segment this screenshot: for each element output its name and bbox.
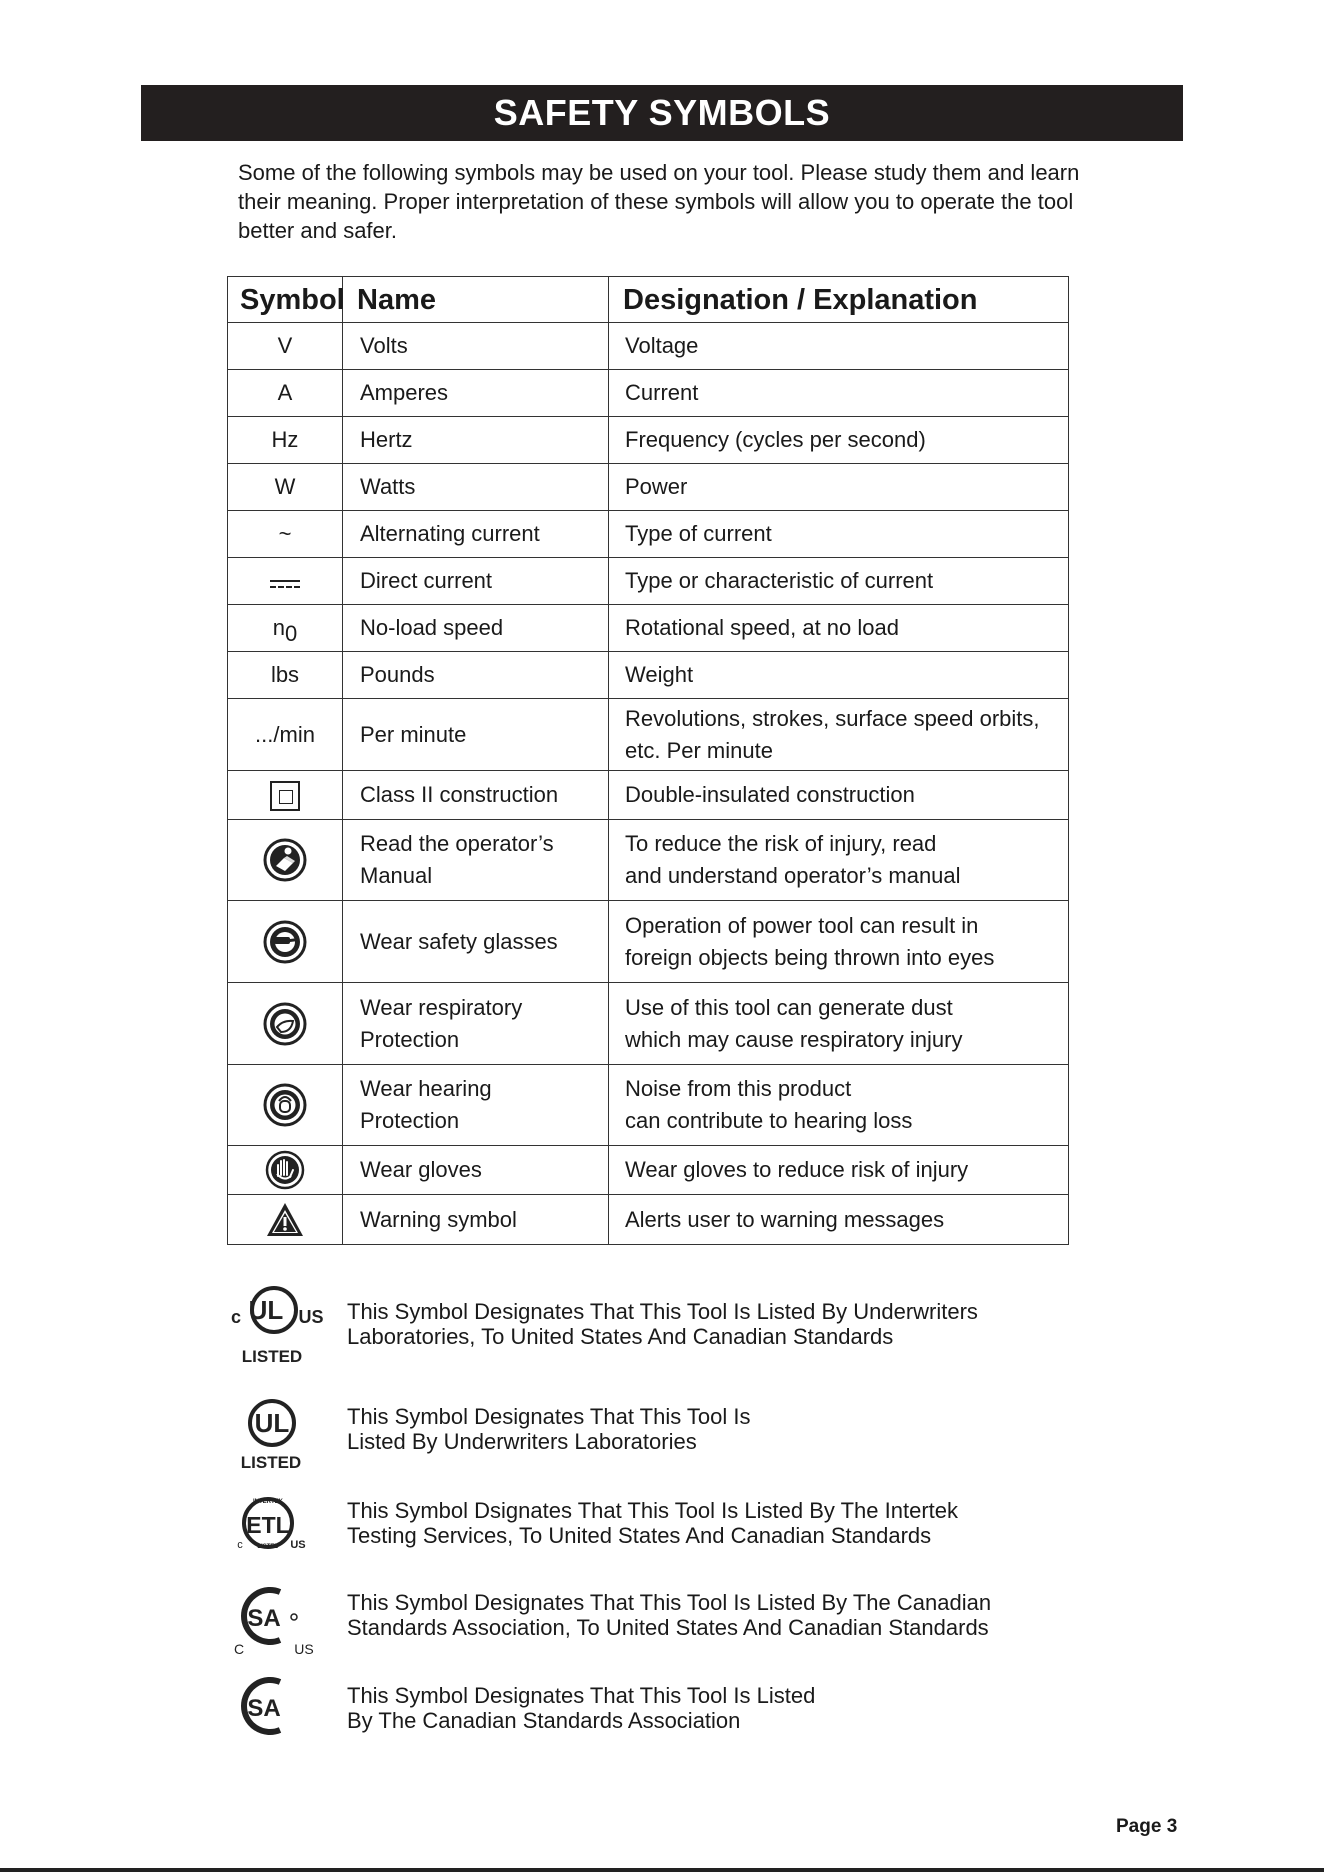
name-cell: Alternating current bbox=[343, 511, 609, 558]
name-cell: Warning symbol bbox=[343, 1195, 609, 1245]
ul-listed-logo-icon bbox=[228, 1388, 328, 1478]
certification-line: By The Canadian Standards Association bbox=[347, 1708, 741, 1733]
svg-text:LISTED: LISTED bbox=[257, 1544, 279, 1550]
explanation-line: Use of this tool can generate dust bbox=[625, 994, 953, 1020]
svg-text:UL: UL bbox=[254, 1408, 290, 1438]
page-number: Page 3 bbox=[1116, 1816, 1178, 1837]
read-manual-icon bbox=[263, 836, 307, 884]
name-cell: Wear safety glasses bbox=[343, 901, 609, 983]
warning-triangle-icon bbox=[265, 1201, 305, 1239]
symbol-cell bbox=[228, 464, 343, 511]
name-cell bbox=[343, 983, 609, 1065]
intro-paragraph bbox=[238, 158, 1098, 245]
explanation-cell: Voltage bbox=[609, 323, 1069, 370]
certification-line: Laboratories, To United States And Canadian Standards bbox=[347, 1324, 894, 1349]
explanation-cell: Weight bbox=[609, 652, 1069, 699]
explanation-line: To reduce the risk of injury, read bbox=[625, 831, 937, 856]
symbol-watts: W bbox=[274, 474, 296, 499]
symbol-pounds: lbs bbox=[270, 662, 300, 687]
cul-us-listed-logo-icon bbox=[228, 1283, 328, 1373]
certification-line: This Symbol Designates That This Tool Is Listed By Underwriters bbox=[347, 1299, 978, 1324]
explanation-line: which may cause respiratory injury bbox=[625, 1026, 963, 1052]
certification-line: Testing Services, To United States And Canadian Standards bbox=[347, 1523, 932, 1548]
explanation-line: etc. Per minute bbox=[625, 737, 773, 763]
name-cell: Direct current bbox=[343, 558, 609, 605]
symbol-cell bbox=[228, 1195, 343, 1245]
symbol-cell bbox=[228, 370, 343, 417]
name-cell: Pounds bbox=[343, 652, 609, 699]
intro-line: Some of the following symbols may be used on your tool. Please study them and learn bbox=[238, 160, 1080, 185]
explanation-cell: Alerts user to warning messages bbox=[609, 1195, 1069, 1245]
hearing-protection-icon bbox=[263, 1081, 307, 1129]
svg-text:C: C bbox=[233, 1641, 245, 1657]
name-cell: Wear gloves bbox=[343, 1146, 609, 1195]
name-line: Wear respiratory bbox=[360, 994, 523, 1020]
explanation-line: and understand operator’s manual bbox=[625, 863, 961, 888]
symbol-cell bbox=[228, 983, 343, 1065]
name-cell bbox=[343, 1065, 609, 1146]
symbol-cell bbox=[228, 1146, 343, 1195]
csa-logo-icon bbox=[228, 1677, 328, 1767]
name-cell: Watts bbox=[343, 464, 609, 511]
svg-text:ETL: ETL bbox=[246, 1512, 290, 1538]
intro-line: their meaning. Proper interpretation of these symbols will allow you to operate the tool bbox=[238, 189, 1074, 214]
symbol-volts: V bbox=[277, 333, 293, 358]
explanation-cell bbox=[609, 820, 1069, 901]
explanation-cell bbox=[609, 983, 1069, 1065]
explanation-cell: Frequency (cycles per second) bbox=[609, 417, 1069, 464]
certification-line: Listed By Underwriters Laboratories bbox=[347, 1429, 697, 1454]
header-name: Name bbox=[343, 277, 609, 323]
certification-item bbox=[228, 1677, 1128, 1767]
symbol-hertz: Hz bbox=[271, 427, 299, 452]
svg-text:US: US bbox=[298, 1307, 324, 1327]
certification-line: This Symbol Designates That This Tool Is Listed By The Canadian bbox=[347, 1590, 992, 1615]
certification-item bbox=[228, 1580, 1128, 1670]
name-cell bbox=[343, 820, 609, 901]
safety-symbols-table bbox=[227, 276, 1069, 1245]
certification-description bbox=[347, 1590, 991, 1640]
svg-text:US: US bbox=[290, 1539, 306, 1551]
table-row bbox=[228, 370, 1069, 417]
class-ii-square-icon bbox=[270, 781, 300, 811]
header-explanation: Designation / Explanation bbox=[609, 277, 1069, 323]
intro-line: better and safer. bbox=[238, 218, 397, 243]
csa-c-us-logo-icon bbox=[228, 1580, 328, 1670]
explanation-cell: Rotational speed, at no load bbox=[609, 605, 1069, 652]
gloves-icon bbox=[265, 1150, 305, 1190]
name-line: Manual bbox=[360, 863, 433, 888]
svg-text:c: c bbox=[237, 1539, 243, 1551]
symbol-cell bbox=[228, 771, 343, 820]
certification-description bbox=[347, 1498, 958, 1548]
explanation-cell: Current bbox=[609, 370, 1069, 417]
svg-text:c: c bbox=[230, 1307, 242, 1327]
svg-text:SA: SA bbox=[247, 1605, 281, 1632]
explanation-cell: Double-insulated construction bbox=[609, 771, 1069, 820]
svg-text:LISTED: LISTED bbox=[240, 1453, 302, 1472]
table-row bbox=[228, 1065, 1069, 1146]
table-row bbox=[228, 652, 1069, 699]
symbol-cell bbox=[228, 820, 343, 901]
symbol-per-minute: .../min bbox=[255, 721, 315, 747]
symbol-cell bbox=[228, 901, 343, 983]
table-row bbox=[228, 699, 1069, 771]
table-row bbox=[228, 605, 1069, 652]
table-row bbox=[228, 417, 1069, 464]
bottom-divider bbox=[0, 1868, 1324, 1872]
certification-description bbox=[347, 1404, 751, 1454]
name-cell: Volts bbox=[343, 323, 609, 370]
svg-text:SA: SA bbox=[247, 1695, 281, 1722]
explanation-cell bbox=[609, 699, 1069, 771]
symbol-cell bbox=[228, 323, 343, 370]
table-row bbox=[228, 558, 1069, 605]
explanation-cell: Power bbox=[609, 464, 1069, 511]
certification-line: Standards Association, To United States And Canadian Standards bbox=[347, 1615, 989, 1640]
symbol-cell bbox=[228, 1065, 343, 1146]
symbol-cell bbox=[228, 699, 343, 771]
name-line: Read the operator’s bbox=[360, 831, 554, 856]
table-row bbox=[228, 983, 1069, 1065]
etl-listed-logo-icon bbox=[228, 1490, 328, 1580]
name-cell: No-load speed bbox=[343, 605, 609, 652]
table-row bbox=[228, 820, 1069, 901]
name-line: Protection bbox=[360, 1108, 460, 1133]
symbol-no-load-speed: n bbox=[272, 615, 285, 640]
symbol-cell bbox=[228, 558, 343, 605]
explanation-cell: Type of current bbox=[609, 511, 1069, 558]
page-title-banner: SAFETY SYMBOLS bbox=[141, 85, 1183, 141]
explanation-line: foreign objects being thrown into eyes bbox=[625, 944, 995, 970]
table-header-row bbox=[228, 277, 1069, 323]
explanation-line: Noise from this product bbox=[625, 1076, 852, 1101]
explanation-cell: Wear gloves to reduce risk of injury bbox=[609, 1146, 1069, 1195]
certification-description bbox=[347, 1683, 815, 1733]
explanation-line: can contribute to hearing loss bbox=[625, 1108, 913, 1133]
table-row bbox=[228, 1195, 1069, 1245]
name-cell: Per minute bbox=[343, 699, 609, 771]
explanation-line: Revolutions, strokes, surface speed orbits, bbox=[625, 705, 1040, 731]
table-row bbox=[228, 771, 1069, 820]
symbol-amperes: A bbox=[277, 380, 293, 405]
svg-text:UL: UL bbox=[248, 1295, 284, 1325]
table-row bbox=[228, 901, 1069, 983]
symbol-subscript: 0 bbox=[285, 621, 298, 646]
explanation-cell: Type or characteristic of current bbox=[609, 558, 1069, 605]
safety-glasses-icon bbox=[263, 918, 307, 966]
explanation-cell bbox=[609, 1065, 1069, 1146]
certification-item bbox=[228, 1490, 1128, 1580]
name-cell: Amperes bbox=[343, 370, 609, 417]
certification-description bbox=[347, 1299, 978, 1349]
certification-item bbox=[228, 1388, 1128, 1478]
table-row bbox=[228, 464, 1069, 511]
symbol-cell bbox=[228, 605, 343, 652]
name-cell: Class II construction bbox=[343, 771, 609, 820]
symbol-cell bbox=[228, 511, 343, 558]
svg-text:LISTED: LISTED bbox=[241, 1347, 303, 1366]
certification-item bbox=[228, 1283, 1128, 1373]
header-symbol: Symbol bbox=[228, 277, 343, 323]
symbol-cell bbox=[228, 652, 343, 699]
table-row bbox=[228, 323, 1069, 370]
direct-current-icon bbox=[270, 580, 300, 588]
table-row bbox=[228, 511, 1069, 558]
table-row bbox=[228, 1146, 1069, 1195]
certification-line: This Symbol Designates That This Tool Is bbox=[347, 1404, 751, 1429]
symbol-cell bbox=[228, 417, 343, 464]
explanation-line: Operation of power tool can result in bbox=[625, 912, 979, 938]
name-line: Wear hearing bbox=[360, 1076, 492, 1101]
name-line: Protection bbox=[360, 1026, 460, 1052]
certification-line: This Symbol Designates That This Tool Is Listed bbox=[347, 1683, 816, 1708]
certification-line: This Symbol Dsignates That This Tool Is Listed By The Intertek bbox=[347, 1498, 958, 1523]
symbol-alternating-current: ~ bbox=[278, 521, 292, 546]
respirator-icon bbox=[263, 1000, 307, 1048]
explanation-cell bbox=[609, 901, 1069, 983]
svg-text:INTERTEK: INTERTEK bbox=[253, 1499, 283, 1505]
name-cell: Hertz bbox=[343, 417, 609, 464]
svg-text:US: US bbox=[294, 1641, 314, 1657]
